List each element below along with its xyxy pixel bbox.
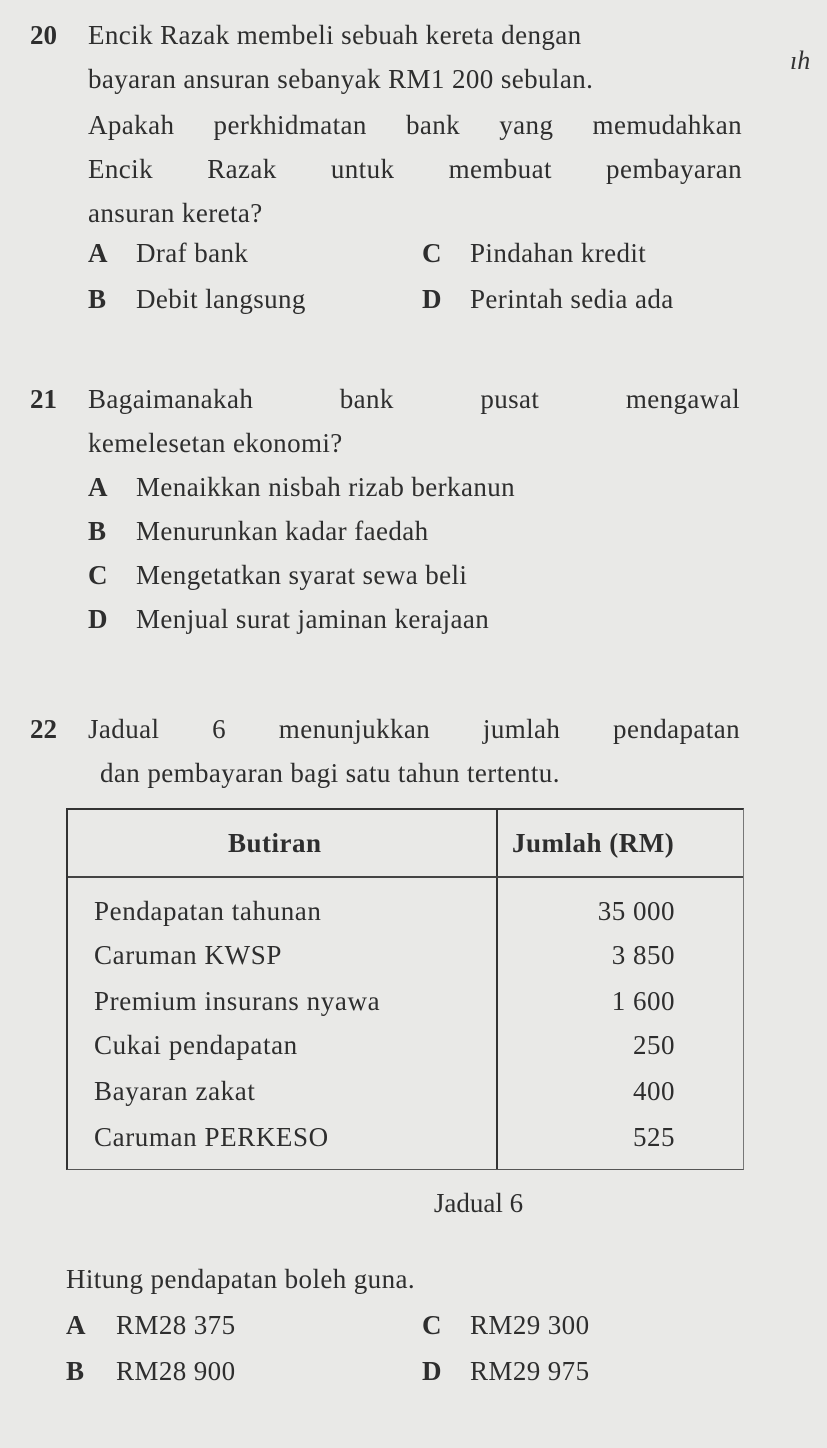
option-text: Menaikkan nisbah rizab berkanun (136, 472, 516, 502)
table-cell-label: Pendapatan tahunan (94, 896, 322, 926)
option-letter: B (66, 1356, 85, 1386)
option-letter: B (88, 284, 107, 314)
question-text-line: Jadual 6 menunjukkan jumlah pendapatan (88, 714, 740, 744)
table-cell-value: 400 (633, 1076, 675, 1106)
option-letter: B (88, 516, 107, 546)
option-text: RM29 975 (470, 1356, 590, 1386)
table-header-divider (68, 876, 743, 878)
table-cell-value: 1 600 (611, 986, 675, 1016)
option-text: Debit langsung (136, 284, 306, 314)
table-cell-label: Caruman KWSP (94, 940, 282, 970)
option-letter: D (422, 1356, 442, 1386)
option-text: Mengetatkan syarat sewa beli (136, 560, 468, 590)
option-text: RM28 900 (116, 1356, 236, 1386)
question-text-line: Encik Razak membeli sebuah kereta dengan (88, 20, 582, 50)
option-letter: C (88, 560, 108, 590)
margin-mark: ıh (790, 46, 811, 75)
table-cell-label: Premium insurans nyawa (94, 986, 381, 1016)
option-text: Perintah sedia ada (470, 284, 674, 314)
question-prompt: Hitung pendapatan boleh guna. (66, 1264, 416, 1294)
option-text: RM29 300 (470, 1310, 590, 1340)
option-letter: D (88, 604, 108, 634)
question-text-line: Apakah perkhidmatan bank yang memudahkan (88, 110, 742, 140)
option-text: Pindahan kredit (470, 238, 647, 268)
option-text: Draf bank (136, 238, 249, 268)
table-cell-value: 525 (633, 1122, 675, 1152)
question-number: 20 (30, 20, 57, 50)
question-number: 21 (30, 384, 57, 414)
question-text-line: kemelesetan ekonomi? (88, 428, 343, 458)
question-number: 22 (30, 714, 57, 744)
table-header-amount: Jumlah (RM) (512, 828, 675, 858)
question-text-line: ansuran kereta? (88, 198, 263, 228)
table-cell-label: Bayaran zakat (94, 1076, 256, 1106)
table-cell-value: 35 000 (597, 896, 675, 926)
table-cell-value: 3 850 (611, 940, 675, 970)
table-column-divider (496, 810, 498, 1169)
option-letter: C (422, 1310, 442, 1340)
option-letter: A (88, 472, 108, 502)
option-text: Menurunkan kadar faedah (136, 516, 429, 546)
table-cell-value: 250 (633, 1030, 675, 1060)
question-text-line: Bagaimanakah bank pusat mengawal (88, 384, 740, 414)
question-text-line: bayaran ansuran sebanyak RM1 200 sebulan. (88, 64, 594, 94)
question-text-line: dan pembayaran bagi satu tahun tertentu. (100, 758, 560, 788)
option-text: RM28 375 (116, 1310, 236, 1340)
option-text: Menjual surat jaminan kerajaan (136, 604, 490, 634)
option-letter: A (88, 238, 108, 268)
option-letter: C (422, 238, 442, 268)
data-table (66, 808, 744, 1170)
option-letter: D (422, 284, 442, 314)
question-text-line: Encik Razak untuk membuat pembayaran (88, 154, 742, 184)
option-letter: A (66, 1310, 86, 1340)
table-caption: Jadual 6 (433, 1188, 524, 1218)
table-cell-label: Cukai pendapatan (94, 1030, 298, 1060)
table-cell-label: Caruman PERKESO (94, 1122, 329, 1152)
table-header-item: Butiran (228, 828, 322, 858)
